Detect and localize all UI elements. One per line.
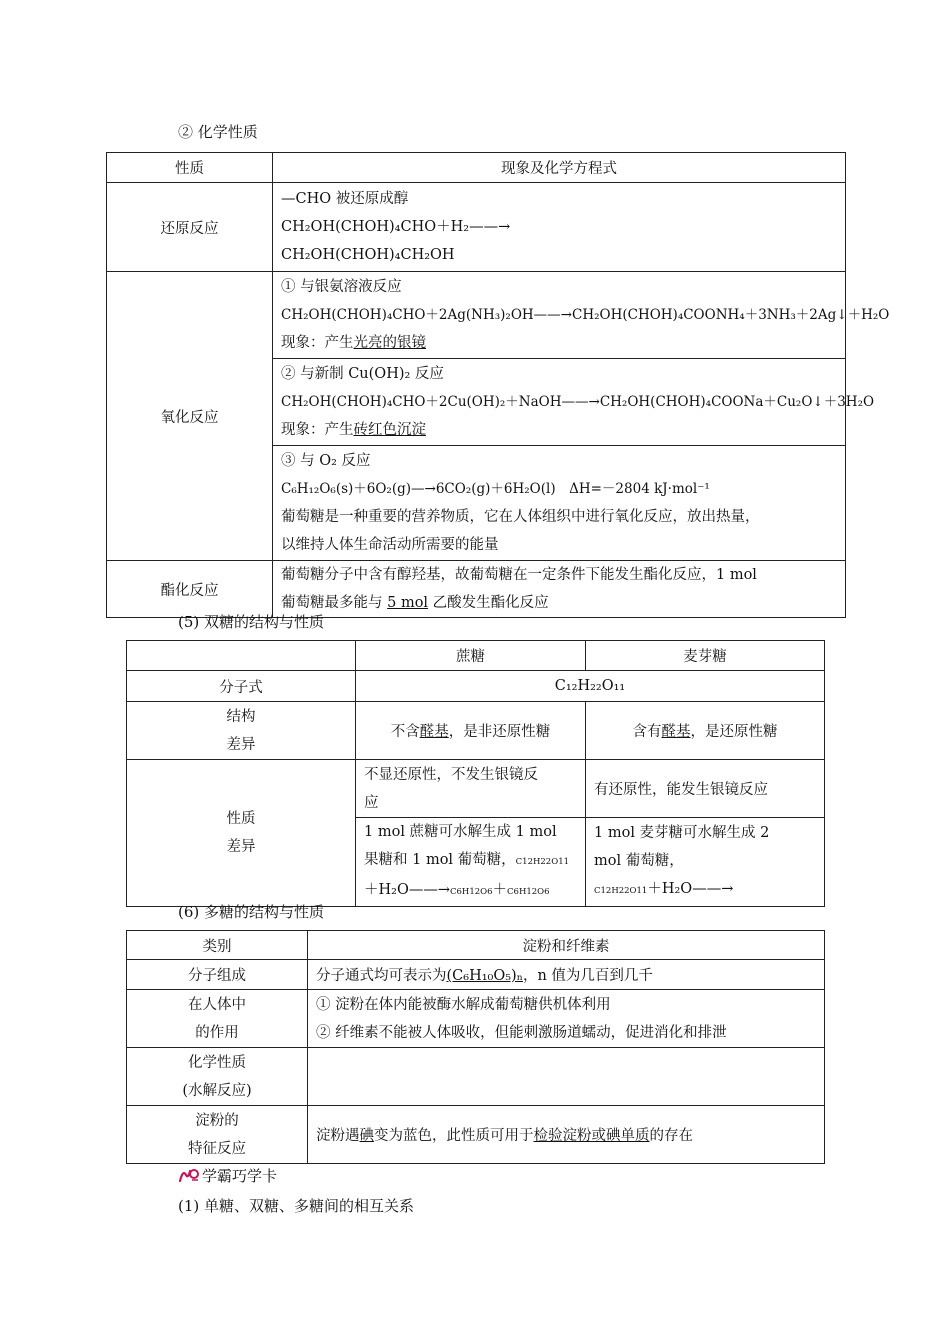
sucrose-plus: ＋ (492, 882, 508, 898)
struct-label (127, 702, 356, 760)
study-card-line1: (1) 单糖、双糖、多糖间的相互关系 (178, 1197, 415, 1215)
reduce-line3: CH₂OH(CHOH)₄CH₂OH (281, 247, 455, 263)
reduce-cell (273, 183, 846, 272)
maltose-prop2-line1: 1 mol 麦芽糖可水解生成 2 (594, 825, 770, 841)
feat-a: 淀粉遇 (316, 1128, 360, 1144)
sucrose-struct-suffix: ，是非还原性糖 (448, 724, 551, 740)
oxygen-equation: C₆H₁₂O₆(s)＋6O₂(g)—→6CO₂(g)＋6H₂O(l) ΔH=－2804 kJ·mol⁻¹ (281, 481, 710, 497)
study-card-logo-icon (178, 1166, 200, 1184)
sucrose-prop2-line1: 1 mol 蔗糖可水解生成 1 mol (364, 824, 557, 840)
ester-label: 酯化反应 (107, 561, 273, 618)
fructose-formula-small: C6H12O6 (507, 887, 550, 897)
role-label (127, 990, 308, 1048)
t1-head-phenomenon: 现象及化学方程式 (273, 153, 846, 183)
ester-line2-prefix: 葡萄糖最多能与 (281, 595, 388, 611)
role-line1: ① 淀粉在体内能被酶水解成葡萄糖供机体利用 (316, 996, 611, 1013)
comp-answer: (C₆H₁₀O₅)ₙ (446, 968, 523, 984)
silver-phen-prefix: 现象：产生 (281, 335, 354, 351)
ester-line1: 葡萄糖分子中含有醇羟基，故葡萄糖在一定条件下能发生酯化反应，1 mol (281, 567, 757, 583)
role-line2: ② 纤维素不能被人体吸收，但能刺激肠道蠕动，促进消化和排泄 (316, 1024, 727, 1041)
sucrose-prop1-line2: 应 (364, 794, 379, 811)
maltose-formula-small: C12H22O11 (594, 886, 648, 896)
sucrose-prop2-text: 果糖和 1 mol 葡萄糖， (364, 852, 516, 868)
oxygen-title: ③ 与 O₂ 反应 (281, 453, 371, 469)
copper-title: ② 与新制 Cu(OH)₂ 反应 (281, 366, 444, 382)
chem-label-2: (水解反应) (182, 1082, 252, 1099)
feature-label (127, 1106, 308, 1164)
reduce-line1: —CHO 被还原成醇 (281, 191, 409, 207)
t2-head-empty (127, 641, 356, 671)
chem-label (127, 1048, 308, 1106)
silver-phenomenon (281, 329, 837, 357)
feat-iodine: 碘 (359, 1128, 374, 1144)
feature-value (308, 1106, 825, 1164)
section-disaccharide-heading: (5) 双糖的结构与性质 (178, 613, 325, 631)
t2-head-maltose: 麦芽糖 (586, 641, 825, 671)
copper-phen-prefix: 现象：产生 (281, 422, 354, 438)
reduce-label: 还原反应 (107, 183, 273, 272)
oxygen-desc2: 以维持人体生命活动所需要的能量 (281, 537, 499, 553)
polysaccharide-table (126, 930, 825, 1164)
ester-answer: 5 mol (387, 595, 429, 611)
formula-label: 分子式 (127, 671, 356, 702)
sucrose-prop2-line3 (364, 876, 577, 906)
t3-head-starch: 淀粉和纤维素 (308, 931, 825, 960)
glucose-formula-small: C6H12O6 (450, 887, 493, 897)
oxid-silver-cell (273, 272, 890, 359)
feat-b: 变为蓝色，此性质可用于 (374, 1128, 534, 1144)
silver-phen-answer: 光亮的银镜 (353, 335, 426, 351)
chem-label-1: 化学性质 (188, 1054, 246, 1071)
comp-value (308, 960, 825, 990)
oxid-label: 氧化反应 (107, 272, 273, 561)
silver-equation: CH₂OH(CHOH)₄CHO＋2Ag(NH₃)₂OH——→CH₂OH(CHOH)₄COONH₄＋3NH₃＋2Ag↓＋H₂O (281, 307, 890, 323)
ester-cell (273, 561, 846, 618)
maltose-prop2-line3 (594, 875, 816, 905)
copper-phen-answer: 砖红色沉淀 (353, 422, 426, 438)
disaccharide-table (126, 640, 825, 907)
section-chem-heading: ② 化学性质 (178, 123, 258, 141)
comp-suffix: ，n 值为几百到几千 (522, 968, 653, 984)
feat-c: 的存在 (649, 1128, 693, 1144)
copper-equation: CH₂OH(CHOH)₄CHO＋2Cu(OH)₂＋NaOH——→CH₂OH(CHOH)₄COONa＋Cu₂O↓＋3H₂O (281, 394, 875, 410)
maltose-prop1 (586, 760, 825, 818)
struct-label-1: 结构 (226, 708, 256, 725)
feature-label-1: 淀粉的 (195, 1112, 239, 1129)
formula-value: C₁₂H₂₂O₁₁ (356, 671, 825, 702)
maltose-struct-suffix: ，是还原性糖 (690, 724, 778, 740)
t1-head-property: 性质 (107, 153, 273, 183)
prop-label-2: 差异 (226, 839, 256, 855)
t2-head-sucrose: 蔗糖 (356, 641, 586, 671)
maltose-struct-prefix: 含有 (632, 724, 662, 740)
study-card-title: 学霸巧学卡 (202, 1167, 278, 1185)
ester-line2 (281, 589, 837, 617)
maltose-struct (586, 702, 825, 760)
sucrose-struct-answer: 醛基 (419, 724, 449, 740)
oxid-copper-cell (273, 359, 875, 446)
struct-label-2: 差异 (226, 736, 256, 753)
comp-label: 分子组成 (127, 960, 308, 990)
section-polysaccharide-heading: (6) 多糖的结构与性质 (178, 903, 325, 921)
sucrose-struct (356, 702, 586, 760)
ester-line2-suffix: 乙酸发生酯化反应 (428, 595, 549, 611)
t3-head-category: 类别 (127, 931, 308, 960)
sucrose-prop1 (356, 760, 586, 818)
prop-label-1: 性质 (226, 811, 256, 827)
glucose-chem-table (106, 152, 890, 618)
role-label-2: 的作用 (195, 1024, 239, 1041)
maltose-prop1-text: 有还原性，能发生银镜反应 (594, 782, 768, 798)
copper-phenomenon (281, 416, 837, 444)
role-label-1: 在人体中 (188, 996, 246, 1013)
feat-test: 检验淀粉或碘单质 (533, 1128, 650, 1144)
sucrose-prop1-line1: 不显还原性，不发生银镜反 (364, 766, 538, 783)
prop-label (127, 760, 356, 907)
chem-value (308, 1048, 825, 1106)
sucrose-struct-prefix: 不含 (390, 724, 420, 740)
comp-prefix: 分子通式均可表示为 (316, 968, 447, 984)
maltose-prop2-eq: ＋H₂O——→ (647, 881, 734, 897)
maltose-prop2-line2: mol 葡萄糖， (594, 853, 684, 869)
sucrose-prop2-eq: ＋H₂O——→ (364, 882, 450, 898)
silver-title: ① 与银氨溶液反应 (281, 279, 402, 295)
feature-label-2: 特征反应 (188, 1140, 246, 1157)
role-value (308, 990, 825, 1048)
oxid-oxygen-cell (273, 446, 846, 561)
sucrose-prop2-line2 (364, 846, 577, 876)
maltose-prop2 (586, 818, 825, 907)
reduce-line2: CH₂OH(CHOH)₄CHO＋H₂——→ (281, 219, 511, 235)
sucrose-prop2 (356, 818, 586, 907)
maltose-struct-answer: 醛基 (661, 724, 691, 740)
oxygen-desc1: 葡萄糖是一种重要的营养物质，它在人体组织中进行氧化反应，放出热量， (281, 509, 760, 525)
sucrose-formula-small: C12H22O11 (515, 857, 570, 867)
